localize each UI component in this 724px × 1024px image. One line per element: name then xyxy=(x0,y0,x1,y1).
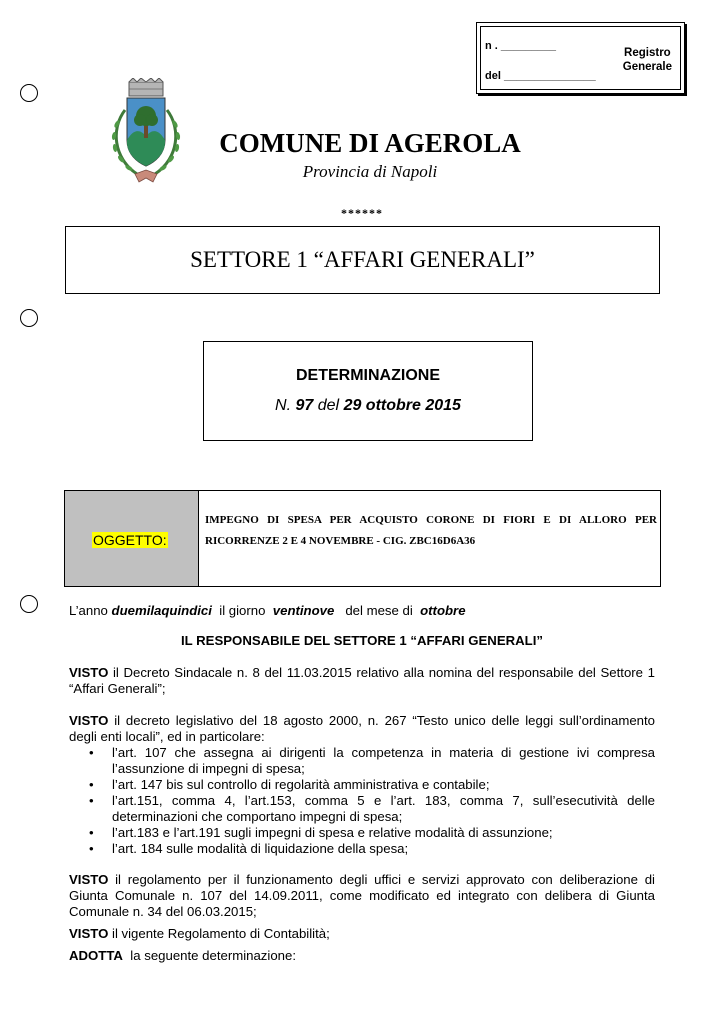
separator-stars: ****** xyxy=(341,206,383,220)
oggetto-label-cell xyxy=(65,491,199,586)
list-item xyxy=(89,745,655,777)
list-item-text: l’art. 147 bis sul controllo di regolarità amministrativa e contabile; xyxy=(112,777,490,792)
anno-line xyxy=(69,603,466,619)
registro-number-field: n . _________ xyxy=(485,40,556,52)
anno-value: duemilaquindici xyxy=(111,603,212,618)
p4-keyword: VISTO xyxy=(69,926,109,941)
det-n-prefix: N. xyxy=(275,397,292,414)
det-number: 97 xyxy=(295,397,314,414)
p5-keyword: ADOTTA xyxy=(69,948,123,963)
giorno-value: ventinove xyxy=(272,603,335,618)
registro-title-line2: Generale xyxy=(622,61,672,73)
p3-keyword: VISTO xyxy=(69,872,109,887)
anno-text-3: del mese di xyxy=(334,603,421,618)
paragraph-adotta xyxy=(69,948,655,964)
registro-inner-frame xyxy=(480,26,681,90)
determinazione-title: DETERMINAZIONE xyxy=(296,367,440,384)
paragraph-visto-decreto-legislativo xyxy=(69,713,655,745)
punch-hole-top xyxy=(20,84,38,102)
registro-generale-box xyxy=(476,22,685,94)
list-item-text: l’art. 184 sulle modalità di liquidazione della spesa; xyxy=(112,841,409,856)
oggetto-label: OGGETTO: xyxy=(93,532,167,548)
bullet-icon: • xyxy=(89,841,94,856)
mese-value: ottobre xyxy=(420,603,466,618)
paragraph-visto-decreto-sindacale xyxy=(69,665,655,697)
p1-keyword: VISTO xyxy=(69,665,109,680)
p2-text: il decreto legislativo del 18 agosto 2000, n. 267 “Testo unico delle leggi sull’ordinamento degli enti locali”, ed in particolare: xyxy=(69,713,655,744)
list-item-text: l’art. 107 che assegna ai dirigenti la competenza in materia di gestione ivi compresa l’assunzione di impegni di spesa; xyxy=(112,745,655,776)
anno-text-1: L’anno xyxy=(69,603,112,618)
list-item-text: l’art.183 e l’art.191 sugli impegni di spesa e relative modalità di assunzione; xyxy=(112,825,553,840)
list-item-text: l’art.151, comma 4, l’art.153, comma 5 e l’art. 183, comma 7, sull’esecutività delle determinazioni che comportano impegni di spesa; xyxy=(112,793,655,824)
bullet-icon: • xyxy=(89,793,94,808)
bullet-icon: • xyxy=(89,745,94,760)
determinazione-box xyxy=(203,341,533,441)
bullet-icon: • xyxy=(89,777,94,792)
det-date: 29 ottobre 2015 xyxy=(343,397,461,414)
punch-hole-bottom xyxy=(20,595,38,613)
p1-text: il Decreto Sindacale n. 8 del 11.03.2015 relativo alla nomina del responsabile del Settore 1 “Affari Generali”; xyxy=(69,665,655,696)
responsabile-heading: IL RESPONSABILE DEL SETTORE 1 “AFFARI GENERALI” xyxy=(181,633,543,648)
municipality-title: COMUNE DI AGEROLA xyxy=(219,128,521,158)
registro-title xyxy=(623,46,672,74)
p5-text: la seguente determinazione: xyxy=(122,948,296,963)
punch-hole-middle xyxy=(20,309,38,327)
articles-list xyxy=(89,745,655,857)
list-item xyxy=(89,793,655,825)
oggetto-text: IMPEGNO DI SPESA PER ACQUISTO CORONE DI FIORI E DI ALLORO PER RICORRENZE 2 E 4 NOVEMBRE - CIG. ZBC16D6A36 xyxy=(205,514,657,547)
paragraph-visto-regolamento-contabilita xyxy=(69,926,655,942)
p3-text: il regolamento per il funzionamento degli uffici e servizi approvato con deliberazione di Giunta Comunale n. 107 del 14.09.2011, come modificato ed integrato con delibera di Giunta Comunale n. 34 del 06.03.2015; xyxy=(69,872,655,919)
settore-box xyxy=(65,226,660,294)
oggetto-table xyxy=(64,490,661,587)
det-del-word: del xyxy=(317,397,340,414)
paragraph-visto-regolamento-uffici xyxy=(69,872,655,920)
p2-keyword: VISTO xyxy=(69,713,109,728)
list-item xyxy=(89,841,655,857)
registro-title-line1: Registro xyxy=(624,47,671,59)
list-item xyxy=(89,777,655,793)
determinazione-number-line xyxy=(204,397,532,415)
settore-title: SETTORE 1 “AFFARI GENERALI” xyxy=(190,247,535,272)
bullet-icon: • xyxy=(89,825,94,840)
province-subtitle: Provincia di Napoli xyxy=(302,162,438,181)
list-item xyxy=(89,825,655,841)
p4-text: il vigente Regolamento di Contabilità; xyxy=(108,926,330,941)
registro-date-field: del _______________ xyxy=(485,70,596,82)
anno-text-2: il giorno xyxy=(211,603,273,618)
